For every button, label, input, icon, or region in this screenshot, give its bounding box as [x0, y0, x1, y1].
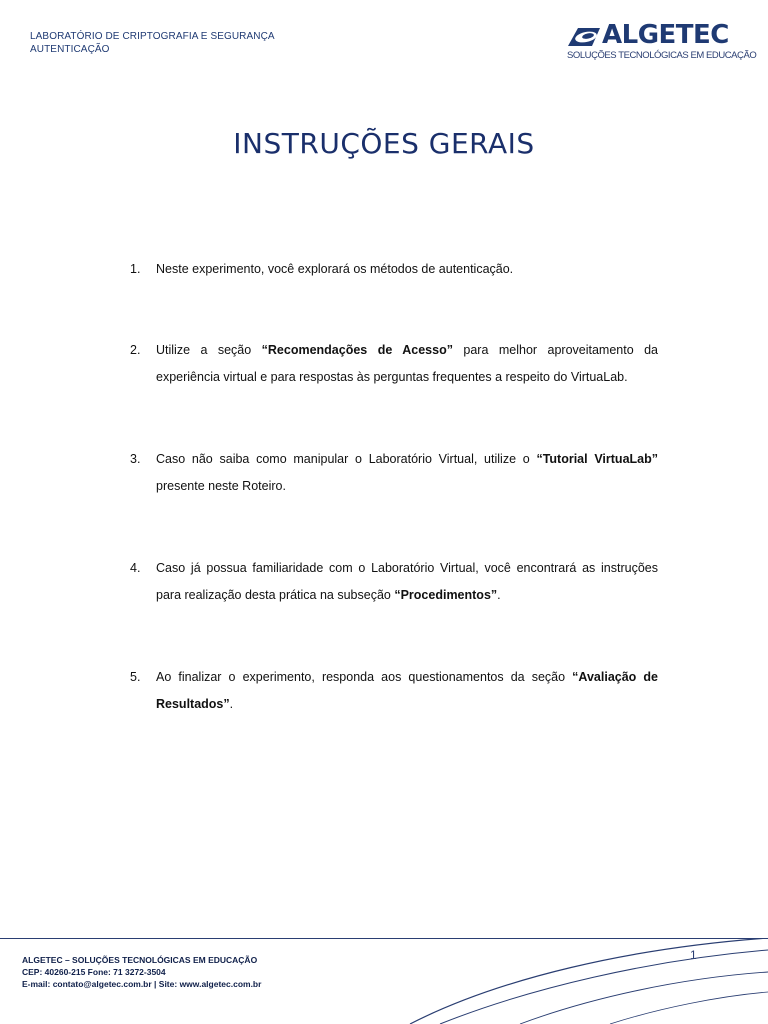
footer-site-link[interactable]: www.algetec.com.br [179, 979, 262, 989]
logo-wordmark: ALGETEC [602, 20, 729, 50]
instruction-highlight: “Recomendações de Acesso” [261, 343, 453, 357]
footer-contact [22, 954, 261, 990]
instruction-item [130, 256, 658, 283]
page-number: 1 [690, 948, 697, 962]
instruction-text: Neste experimento, você explorará os métodos de autenticação. [156, 262, 514, 276]
logo-tagline: SOLUÇÕES TECNOLÓGICAS EM EDUCAÇÃO [567, 50, 757, 61]
instruction-item [130, 446, 658, 500]
footer-swoosh-decoration [380, 938, 768, 1024]
instruction-number: 1. [130, 262, 141, 276]
instruction-number: 4. [130, 561, 141, 575]
instruction-text: . [229, 697, 234, 711]
instruction-item [130, 664, 658, 718]
instruction-list [130, 256, 658, 718]
instruction-text: presente neste Roteiro. [156, 479, 286, 493]
instruction-number: 2. [130, 343, 141, 357]
algetec-logo-icon [566, 26, 602, 48]
footer-cep-phone: CEP: 40260-215 Fone: 71 3272-3504 [22, 967, 166, 977]
instruction-highlight: “Procedimentos” [394, 588, 498, 602]
algetec-logo [566, 20, 757, 64]
instruction-text: Caso não saiba como manipular o Laboratório Virtual, utilize o [156, 452, 537, 466]
document-header [30, 30, 275, 56]
instruction-text: Utilize a seção [156, 343, 262, 357]
instruction-text: Ao finalizar o experimento, responda aos questionamentos da seção [156, 670, 573, 684]
instruction-highlight: “Avaliação de Resultados” [156, 670, 658, 711]
footer-company: ALGETEC – SOLUÇÕES TECNOLÓGICAS EM EDUCAÇÃO [22, 955, 258, 965]
instruction-text: para melhor aproveitamento da experiência virtual e para respostas às perguntas frequentes a respeito do VirtuaLab. [156, 343, 659, 384]
instruction-number: 5. [130, 670, 141, 684]
instruction-highlight: “Tutorial VirtuaLab” [536, 452, 658, 466]
footer-email: E-mail: contato@algetec.com.br | Site: [22, 979, 180, 989]
instruction-item [130, 555, 658, 609]
page-title: INSTRUÇÕES GERAIS [233, 127, 535, 160]
instruction-text: . [497, 588, 501, 602]
instruction-number: 3. [130, 452, 141, 466]
instruction-item [130, 337, 658, 391]
instruction-text: Caso já possua familiaridade com o Laboratório Virtual, você encontrará as instruções para realização desta prática na subseção [156, 561, 658, 602]
header-topic: AUTENTICAÇÃO [30, 44, 110, 55]
footer-email-site [22, 978, 261, 990]
header-course: LABORATÓRIO DE CRIPTOGRAFIA E SEGURANÇA [30, 31, 275, 42]
